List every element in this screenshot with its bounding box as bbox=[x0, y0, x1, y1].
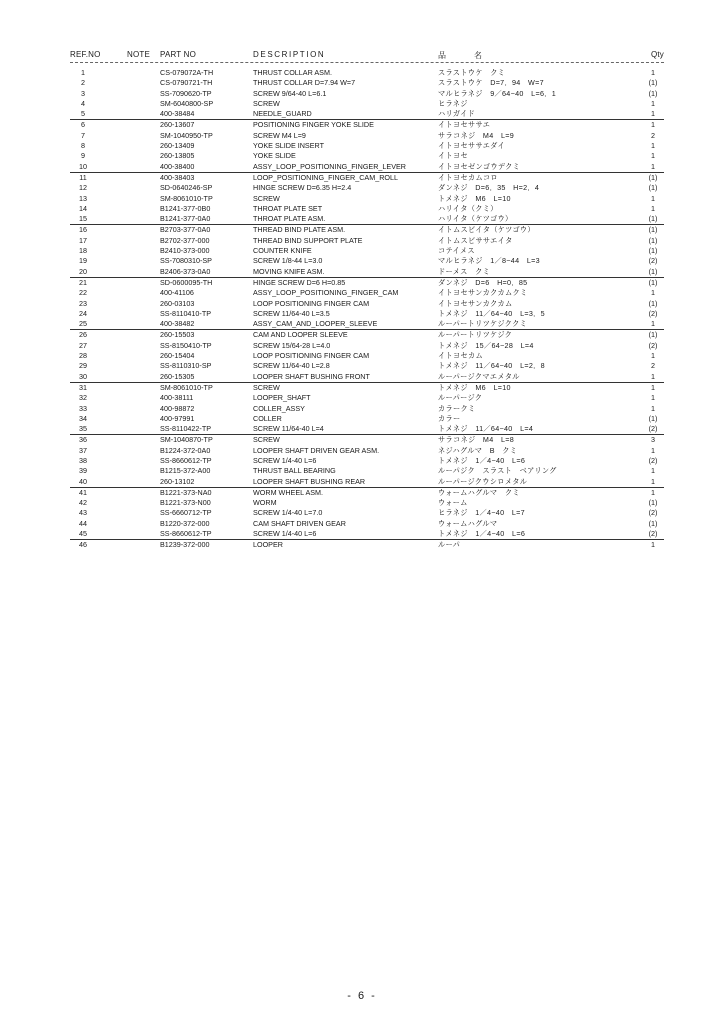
description-cell: COLLER_ASSY bbox=[253, 403, 305, 413]
qty-cell: 1 bbox=[651, 151, 655, 161]
table-row bbox=[70, 194, 664, 204]
table-row bbox=[70, 529, 664, 539]
description-cell: YOKE SLIDE bbox=[253, 151, 296, 161]
table-row bbox=[70, 498, 664, 508]
table-row bbox=[70, 299, 664, 309]
table-row bbox=[70, 519, 664, 529]
japanese-name-cell: イトムスビササエイタ bbox=[438, 235, 513, 245]
part-no-cell: CS-079072A-TH bbox=[160, 68, 214, 77]
table-row bbox=[70, 151, 664, 161]
japanese-name-cell: ルーパジク スラスト ベアリング bbox=[438, 466, 557, 476]
description-cell: NEEDLE_GUARD bbox=[253, 109, 312, 119]
ref-no-cell: 29 bbox=[79, 361, 87, 371]
description-cell: COUNTER KNIFE bbox=[253, 246, 312, 256]
qty-cell: (2) bbox=[648, 308, 658, 318]
part-no-cell: SM-6040800-SP bbox=[160, 98, 214, 108]
table-row bbox=[70, 424, 664, 434]
japanese-name-cell: ウォーム bbox=[438, 498, 468, 508]
ref-no-cell: 45 bbox=[79, 529, 87, 539]
qty-cell: 1 bbox=[651, 540, 655, 550]
description-cell: THRUST COLLAR D=7.94 W=7 bbox=[253, 78, 356, 88]
header-qty: Qty bbox=[650, 50, 664, 59]
qty-cell: 2 bbox=[651, 361, 655, 371]
table-row bbox=[70, 277, 664, 288]
part-no-cell: 400-38482 bbox=[160, 319, 195, 329]
japanese-name-cell: ハリイタ（クミ） bbox=[438, 203, 498, 213]
qty-cell: (2) bbox=[648, 455, 658, 465]
qty-cell: (1) bbox=[648, 277, 658, 287]
table-body bbox=[70, 68, 664, 551]
table-row bbox=[70, 89, 664, 99]
ref-no-cell: 41 bbox=[79, 487, 87, 497]
japanese-name-cell: イトムスビイタ（ケツゴウ） bbox=[438, 225, 535, 235]
ref-no-cell: 33 bbox=[79, 403, 87, 413]
qty-cell: (2) bbox=[648, 424, 658, 434]
ref-no-cell: 34 bbox=[79, 413, 87, 423]
japanese-name-cell: ルーパージクマエメタル bbox=[438, 371, 520, 381]
ref-no-cell: 13 bbox=[79, 193, 87, 203]
qty-cell: (1) bbox=[648, 235, 658, 245]
table-row bbox=[70, 487, 664, 498]
japanese-name-cell: イトヨセササエ bbox=[438, 120, 491, 130]
table-row bbox=[70, 267, 664, 277]
description-cell: THROAT PLATE ASM. bbox=[253, 214, 326, 224]
description-cell: LOOP POSITIONING FINGER CAM bbox=[253, 351, 370, 361]
japanese-name-cell: イトヨセサンカクカムクミ bbox=[438, 288, 528, 298]
japanese-name-cell: ダンネジ D=6．35 H=2．4 bbox=[438, 183, 540, 193]
ref-no-cell: 35 bbox=[79, 424, 87, 434]
qty-cell: 1 bbox=[651, 141, 655, 151]
ref-no-cell: 21 bbox=[79, 277, 87, 287]
part-no-cell: CS-0790721-TH bbox=[160, 78, 213, 88]
table-row bbox=[70, 404, 664, 414]
qty-cell: (2) bbox=[648, 508, 658, 518]
table-row bbox=[70, 329, 664, 340]
table-row bbox=[70, 119, 664, 130]
table-row bbox=[70, 224, 664, 235]
ref-no-cell: 38 bbox=[79, 455, 87, 465]
ref-no-cell: 11 bbox=[79, 172, 87, 182]
qty-cell: (1) bbox=[648, 298, 658, 308]
japanese-name-cell: イトヨセカム bbox=[438, 351, 483, 361]
qty-cell: (1) bbox=[648, 183, 658, 193]
table-row bbox=[70, 68, 664, 78]
description-cell: POSITIONING FINGER YOKE SLIDE bbox=[253, 120, 374, 130]
qty-cell: (1) bbox=[648, 88, 658, 98]
part-no-cell: SM-1040870-TP bbox=[160, 435, 213, 445]
qty-cell: (1) bbox=[648, 214, 658, 224]
table-row bbox=[70, 246, 664, 256]
table-row bbox=[70, 341, 664, 351]
ref-no-cell: 18 bbox=[79, 246, 87, 256]
ref-no-cell: 17 bbox=[79, 235, 87, 245]
ref-no-cell: 4 bbox=[81, 98, 85, 108]
japanese-name-cell: ヒラネジ bbox=[438, 98, 468, 108]
japanese-name-cell: カラー bbox=[438, 413, 461, 423]
description-cell: COLLER bbox=[253, 413, 282, 423]
part-no-cell: SD-0640246-SP bbox=[160, 183, 213, 193]
japanese-name-cell: ウォームハグルマ bbox=[438, 518, 498, 528]
qty-cell: 1 bbox=[651, 382, 655, 392]
japanese-name-cell: イトヨセカムコロ bbox=[438, 172, 498, 182]
japanese-name-cell: トメネジ 11／64−40 L=2．8 bbox=[438, 361, 545, 371]
part-no-cell: 260-15503 bbox=[160, 330, 195, 340]
description-cell: CAM AND LOOPER SLEEVE bbox=[253, 330, 348, 340]
qty-cell: 1 bbox=[651, 319, 655, 329]
japanese-name-cell: ルーパートリツケジククミ bbox=[438, 319, 528, 329]
part-no-cell: SS-8110422-TP bbox=[160, 424, 212, 434]
japanese-name-cell: カラークミ bbox=[438, 403, 476, 413]
ref-no-cell: 37 bbox=[79, 445, 87, 455]
ref-no-cell: 32 bbox=[79, 393, 87, 403]
ref-no-cell: 7 bbox=[81, 130, 85, 140]
qty-cell: 1 bbox=[651, 351, 655, 361]
parts-list bbox=[70, 48, 664, 551]
part-no-cell: SS-8150410-TP bbox=[160, 340, 212, 350]
description-cell: HINGE SCREW D=6 H=0.85 bbox=[253, 277, 346, 287]
table-row bbox=[70, 99, 664, 109]
japanese-name-cell: トメネジ 1／4−40 L=6 bbox=[438, 455, 526, 465]
description-cell: WORM WHEEL ASM. bbox=[253, 487, 324, 497]
table-row bbox=[70, 162, 664, 172]
part-no-cell: 400-98872 bbox=[160, 403, 195, 413]
japanese-name-cell: ルーパージクウシロメタル bbox=[438, 476, 528, 486]
qty-cell: 3 bbox=[651, 435, 655, 445]
part-no-cell: SS-8660612-TP bbox=[160, 529, 212, 539]
ref-no-cell: 30 bbox=[79, 371, 87, 381]
japanese-name-cell: ネジハグルマ B クミ bbox=[438, 445, 518, 455]
ref-no-cell: 31 bbox=[79, 382, 87, 392]
qty-cell: (1) bbox=[648, 330, 658, 340]
part-no-cell: SM-8061010-TP bbox=[160, 382, 213, 392]
description-cell: SCREW 11/64-40 L=3.5 bbox=[253, 308, 330, 318]
part-no-cell: B1221-373-N00 bbox=[160, 498, 211, 508]
part-no-cell: 260-13102 bbox=[160, 476, 195, 486]
qty-cell: 1 bbox=[651, 68, 655, 77]
description-cell: ASSY_LOOP_POSITIONING_FINGER_CAM bbox=[253, 288, 399, 298]
japanese-name-cell: スラストウケ D=7．94 W=7 bbox=[438, 78, 544, 88]
description-cell: SCREW bbox=[253, 435, 280, 445]
table-row bbox=[70, 214, 664, 224]
table-row bbox=[70, 109, 664, 119]
description-cell: LOOPER SHAFT BUSHING REAR bbox=[253, 476, 366, 486]
table-row bbox=[70, 141, 664, 151]
part-no-cell: 260-13409 bbox=[160, 141, 195, 151]
qty-cell: (1) bbox=[648, 518, 658, 528]
part-no-cell: SM-1040950-TP bbox=[160, 130, 213, 140]
japanese-name-cell: イトヨセ bbox=[438, 151, 468, 161]
part-no-cell: SS-7090620-TP bbox=[160, 88, 212, 98]
description-cell: THROAT PLATE SET bbox=[253, 203, 323, 213]
table-row bbox=[70, 477, 664, 487]
description-cell: LOOPER_SHAFT bbox=[253, 393, 311, 403]
description-cell: LOOPER bbox=[253, 540, 283, 550]
ref-no-cell: 20 bbox=[79, 266, 87, 276]
japanese-name-cell: ダンネジ D=6 H=0．85 bbox=[438, 277, 528, 287]
part-no-cell: B2410-373-000 bbox=[160, 246, 210, 256]
part-no-cell: 400-38484 bbox=[160, 109, 195, 119]
japanese-name-cell: ヒラネジ 1／4−40 L=7 bbox=[438, 508, 525, 518]
description-cell: SCREW bbox=[253, 98, 280, 108]
description-cell: LOOP POSITIONING FINGER CAM bbox=[253, 298, 370, 308]
part-no-cell: B1224-372-0A0 bbox=[160, 445, 211, 455]
header-description: DESCRIPTION bbox=[253, 50, 326, 59]
table-row bbox=[70, 456, 664, 466]
ref-no-cell: 28 bbox=[79, 351, 87, 361]
japanese-name-cell: サラコネジ M4 L=8 bbox=[438, 435, 515, 445]
description-cell: LOOPER SHAFT BUSHING FRONT bbox=[253, 371, 370, 381]
japanese-name-cell: ハリガイド bbox=[438, 109, 476, 119]
part-no-cell: B1239-372-000 bbox=[160, 540, 210, 550]
ref-no-cell: 25 bbox=[79, 319, 87, 329]
japanese-name-cell: マルヒラネジ 9／64−40 L=6．1 bbox=[438, 88, 557, 98]
japanese-name-cell: コテイメス bbox=[438, 246, 475, 256]
table-row bbox=[70, 351, 664, 361]
part-no-cell: B1215-372-A00 bbox=[160, 466, 211, 476]
part-no-cell: 400-38111 bbox=[160, 393, 194, 403]
qty-cell: 1 bbox=[651, 487, 655, 497]
description-cell: LOOP_POSITIONING_FINGER_CAM_ROLL bbox=[253, 172, 398, 182]
header-note: NOTE bbox=[127, 50, 151, 59]
table-row bbox=[70, 204, 664, 214]
ref-no-cell: 46 bbox=[79, 540, 87, 550]
japanese-name-cell: マルヒラネジ 1／8−44 L=3 bbox=[438, 256, 540, 266]
page-number: - 6 - bbox=[347, 990, 377, 1002]
description-cell: SCREW 1/8-44 L=3.0 bbox=[253, 256, 323, 266]
description-cell: CAM SHAFT DRIVEN GEAR bbox=[253, 518, 346, 528]
ref-no-cell: 39 bbox=[79, 466, 87, 476]
part-no-cell: 260-13607 bbox=[160, 120, 195, 130]
ref-no-cell: 14 bbox=[79, 203, 87, 213]
description-cell: MOVING KNIFE ASM. bbox=[253, 266, 325, 276]
qty-cell: (1) bbox=[648, 266, 658, 276]
table-row bbox=[70, 172, 664, 183]
table-row bbox=[70, 236, 664, 246]
japanese-name-cell: ウォームハグルマ クミ bbox=[438, 487, 520, 497]
japanese-name-cell: ルーパ bbox=[438, 540, 461, 550]
qty-cell: 1 bbox=[651, 98, 655, 108]
ref-no-cell: 8 bbox=[81, 141, 85, 151]
ref-no-cell: 1 bbox=[81, 68, 85, 77]
table-row bbox=[70, 183, 664, 193]
description-cell: THRUST BALL BEARING bbox=[253, 466, 336, 476]
qty-cell: 1 bbox=[651, 193, 655, 203]
description-cell: SCREW 15/64-28 L=4.0 bbox=[253, 340, 331, 350]
ref-no-cell: 26 bbox=[79, 330, 87, 340]
qty-cell: 1 bbox=[651, 476, 655, 486]
qty-cell: (1) bbox=[648, 225, 658, 235]
header-ref-no: REF.NO bbox=[70, 50, 101, 59]
qty-cell: (1) bbox=[648, 172, 658, 182]
ref-no-cell: 27 bbox=[79, 340, 87, 350]
ref-no-cell: 10 bbox=[79, 161, 87, 171]
description-cell: THREAD BIND PLATE ASM. bbox=[253, 225, 346, 235]
qty-cell: (2) bbox=[648, 340, 658, 350]
part-no-cell: B1241-377-0B0 bbox=[160, 203, 211, 213]
ref-no-cell: 6 bbox=[81, 120, 85, 130]
ref-no-cell: 23 bbox=[79, 298, 87, 308]
table-header bbox=[70, 48, 664, 63]
qty-cell: 1 bbox=[651, 371, 655, 381]
part-no-cell: B1221-373-NA0 bbox=[160, 487, 212, 497]
description-cell: SCREW 1/4-40 L=7.0 bbox=[253, 508, 323, 518]
table-row bbox=[70, 372, 664, 382]
table-row bbox=[70, 393, 664, 403]
qty-cell: (1) bbox=[648, 413, 658, 423]
japanese-name-cell: トメネジ 11／64−40 L=3．5 bbox=[438, 308, 545, 318]
table-row bbox=[70, 288, 664, 298]
japanese-name-cell: イトヨセゼンゴウデクミ bbox=[438, 161, 521, 171]
part-no-cell: 400-97991 bbox=[160, 413, 195, 423]
qty-cell: 1 bbox=[651, 109, 655, 119]
japanese-name-cell: トメネジ 11／64−40 L=4 bbox=[438, 424, 534, 434]
ref-no-cell: 3 bbox=[81, 88, 85, 98]
ref-no-cell: 12 bbox=[79, 183, 87, 193]
japanese-name-cell: サラコネジ M4 L=9 bbox=[438, 130, 515, 140]
table-row bbox=[70, 319, 664, 329]
table-row bbox=[70, 256, 664, 266]
table-row bbox=[70, 539, 664, 550]
japanese-name-cell: トメネジ M6 L=10 bbox=[438, 193, 511, 203]
part-no-cell: SS-8110410-TP bbox=[160, 308, 212, 318]
header-part-no: PART NO bbox=[160, 50, 197, 59]
table-row bbox=[70, 434, 664, 445]
table-row bbox=[70, 78, 664, 88]
ref-no-cell: 15 bbox=[79, 214, 87, 224]
ref-no-cell: 24 bbox=[79, 308, 87, 318]
japanese-name-cell: イトヨセササエダイ bbox=[438, 141, 505, 151]
qty-cell: 1 bbox=[651, 203, 655, 213]
ref-no-cell: 43 bbox=[79, 508, 87, 518]
table-row bbox=[70, 309, 664, 319]
part-no-cell: SS-8110310-SP bbox=[160, 361, 212, 371]
part-no-cell: B2703-377-0A0 bbox=[160, 225, 211, 235]
table-row bbox=[70, 508, 664, 518]
part-no-cell: SD-0600095-TH bbox=[160, 277, 213, 287]
description-cell: SCREW 11/64-40 L=2.8 bbox=[253, 361, 330, 371]
description-cell: ASSY_CAM_AND_LOOPER_SLEEVE bbox=[253, 319, 378, 329]
ref-no-cell: 5 bbox=[81, 109, 85, 119]
description-cell: ASSY_LOOP_POSITIONING_FINGER_LEVER bbox=[253, 161, 406, 171]
ref-no-cell: 40 bbox=[79, 476, 87, 486]
description-cell: SCREW bbox=[253, 382, 280, 392]
part-no-cell: 400-38400 bbox=[160, 161, 195, 171]
part-no-cell: SS-7080310-SP bbox=[160, 256, 212, 266]
qty-cell: (1) bbox=[648, 246, 658, 256]
description-cell: LOOPER SHAFT DRIVEN GEAR ASM. bbox=[253, 445, 380, 455]
ref-no-cell: 44 bbox=[79, 518, 87, 528]
japanese-name-cell: ルーパートリツケジク bbox=[438, 330, 513, 340]
description-cell: SCREW 1/4-40 L=6 bbox=[253, 455, 317, 465]
qty-cell: 1 bbox=[651, 466, 655, 476]
description-cell: SCREW bbox=[253, 193, 280, 203]
part-no-cell: SS-8660612-TP bbox=[160, 455, 212, 465]
ref-no-cell: 2 bbox=[81, 78, 85, 88]
description-cell: WORM bbox=[253, 498, 277, 508]
ref-no-cell: 19 bbox=[79, 256, 87, 266]
description-cell: YOKE SLIDE INSERT bbox=[253, 141, 324, 151]
qty-cell: 1 bbox=[651, 393, 655, 403]
ref-no-cell: 36 bbox=[79, 435, 87, 445]
description-cell: SCREW M4 L=9 bbox=[253, 130, 306, 140]
qty-cell: 1 bbox=[651, 288, 655, 298]
japanese-name-cell: ルーパージク bbox=[438, 393, 483, 403]
description-cell: THRUST COLLAR ASM. bbox=[253, 68, 332, 77]
table-row bbox=[70, 131, 664, 141]
part-no-cell: 260-15305 bbox=[160, 371, 195, 381]
japanese-name-cell: スラストウケ クミ bbox=[438, 68, 506, 77]
part-no-cell: SM-8061010-TP bbox=[160, 193, 213, 203]
ref-no-cell: 42 bbox=[79, 498, 87, 508]
qty-cell: 1 bbox=[651, 120, 655, 130]
ref-no-cell: 9 bbox=[81, 151, 85, 161]
part-no-cell: B2702-377-000 bbox=[160, 235, 210, 245]
qty-cell: (2) bbox=[648, 256, 658, 266]
table-row bbox=[70, 446, 664, 456]
ref-no-cell: 16 bbox=[79, 225, 87, 235]
table-row bbox=[70, 361, 664, 371]
table-row bbox=[70, 382, 664, 393]
part-no-cell: B1220-372-000 bbox=[160, 518, 210, 528]
header-japanese-name: 品 名 bbox=[438, 51, 492, 60]
part-no-cell: 400-38403 bbox=[160, 172, 195, 182]
ref-no-cell: 22 bbox=[79, 288, 87, 298]
part-no-cell: 260-03103 bbox=[160, 298, 195, 308]
japanese-name-cell: トメネジ 1／4−40 L=6 bbox=[438, 529, 526, 539]
japanese-name-cell: トメネジ 15／64−28 L=4 bbox=[438, 340, 534, 350]
part-no-cell: SS-6660712-TP bbox=[160, 508, 212, 518]
part-no-cell: 400-41106 bbox=[160, 288, 194, 298]
japanese-name-cell: トメネジ M6 L=10 bbox=[438, 382, 511, 392]
table-row bbox=[70, 414, 664, 424]
description-cell: HINGE SCREW D=6.35 H=2.4 bbox=[253, 183, 352, 193]
table-row bbox=[70, 466, 664, 476]
qty-cell: (2) bbox=[648, 529, 658, 539]
japanese-name-cell: イトヨセサンカクカム bbox=[438, 298, 513, 308]
description-cell: SCREW 11/64-40 L=4 bbox=[253, 424, 324, 434]
qty-cell: 2 bbox=[651, 130, 655, 140]
description-cell: THREAD BIND SUPPORT PLATE bbox=[253, 235, 363, 245]
japanese-name-cell: ドーメス クミ bbox=[438, 266, 491, 276]
qty-cell: 1 bbox=[651, 445, 655, 455]
qty-cell: (1) bbox=[648, 78, 658, 88]
description-cell: SCREW 1/4-40 L=6 bbox=[253, 529, 317, 539]
qty-cell: 1 bbox=[651, 161, 655, 171]
part-no-cell: 260-13805 bbox=[160, 151, 195, 161]
qty-cell: (1) bbox=[648, 498, 658, 508]
japanese-name-cell: ハリイタ（ケツゴウ） bbox=[438, 214, 513, 224]
part-no-cell: B2406-373-0A0 bbox=[160, 266, 211, 276]
qty-cell: 1 bbox=[651, 403, 655, 413]
part-no-cell: 260-15404 bbox=[160, 351, 195, 361]
description-cell: SCREW 9/64-40 L=6.1 bbox=[253, 88, 327, 98]
part-no-cell: B1241-377-0A0 bbox=[160, 214, 211, 224]
